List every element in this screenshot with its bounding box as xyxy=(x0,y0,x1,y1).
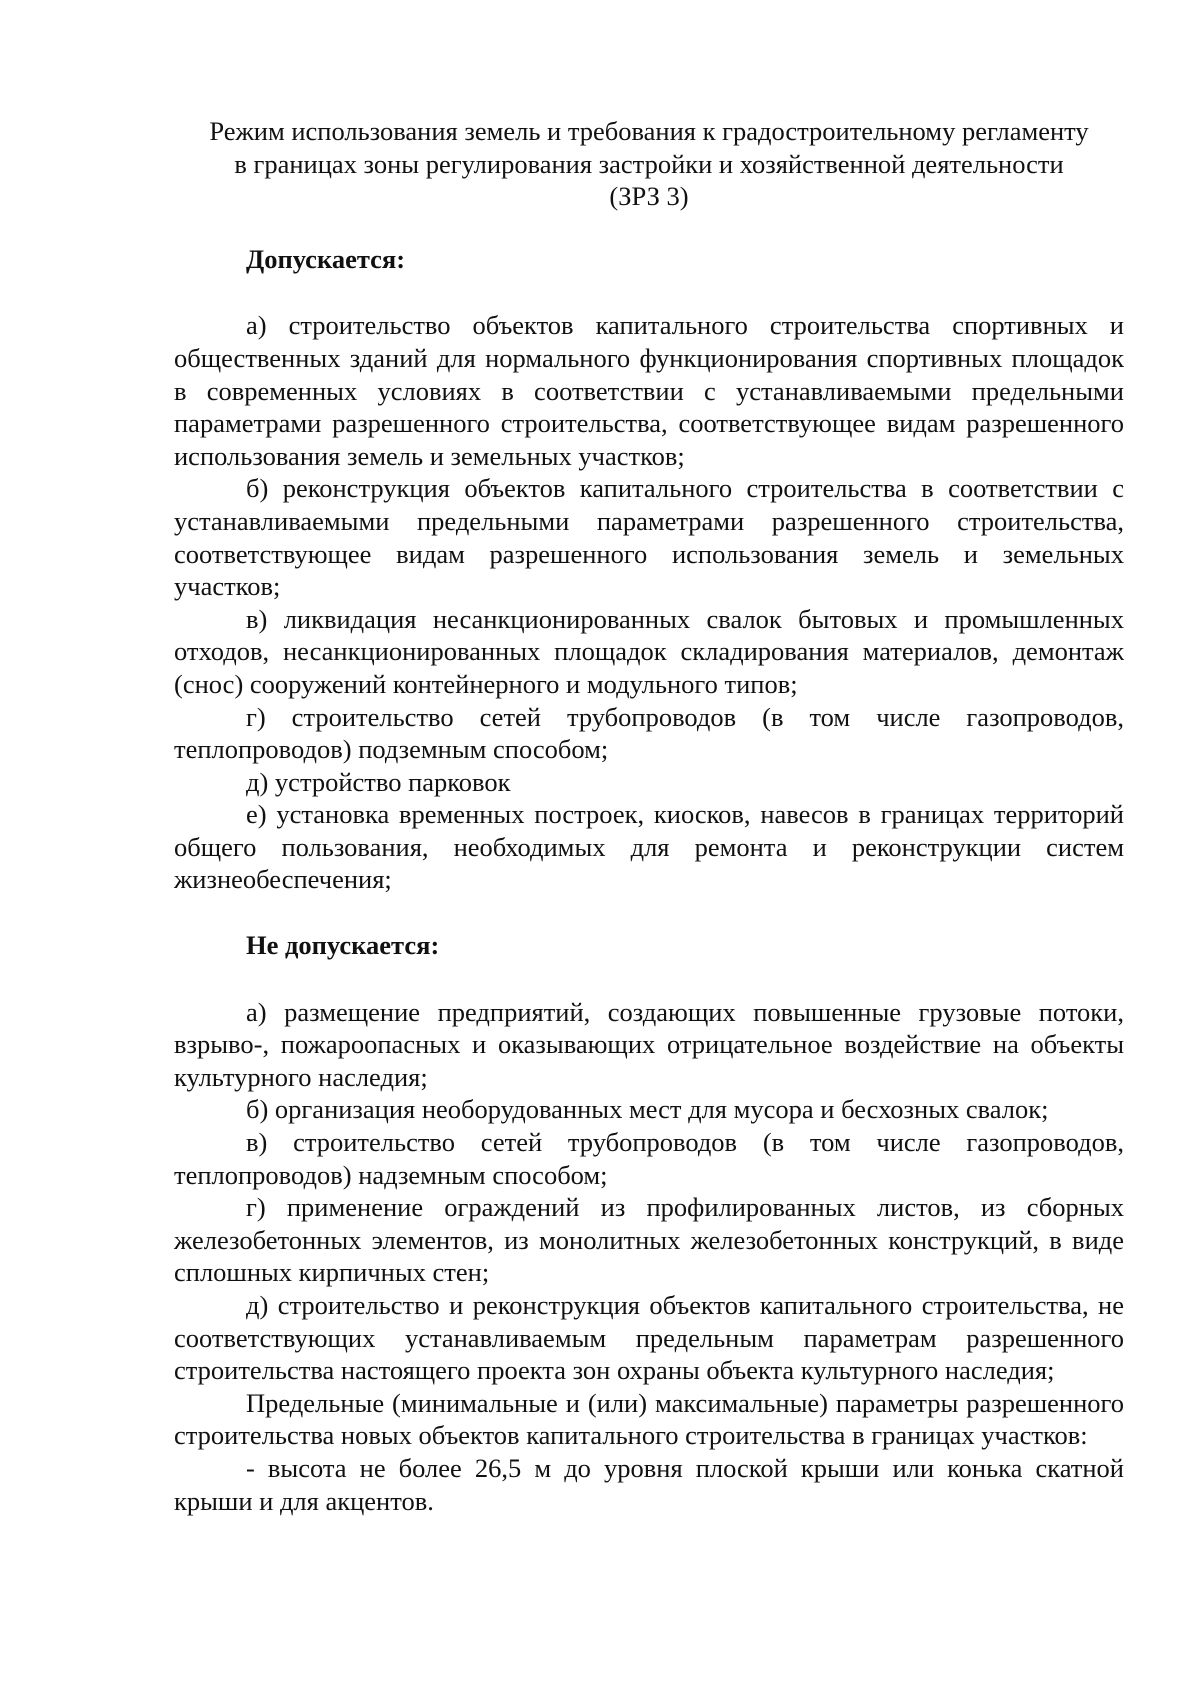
document-title xyxy=(174,115,1124,213)
allowed-item: е) установка временных построек, киосков, навесов в границах территорий общего пользования, необходимых для ремонта и реконструкции систем жизнеобеспечения; xyxy=(174,799,1124,895)
parameters-intro: Предельные (минимальные и (или) максимальные) параметры разрешенного строительства новых объектов капитального строительства в границах участков: xyxy=(174,1387,1124,1451)
forbidden-item: б) организация необорудованных мест для мусора и бесхозных свалок; xyxy=(246,1094,1049,1125)
allowed-item: а) строительство объектов капитального строительства спортивных и общественных зданий для нормального функционирования спортивных площадок в современных условиях в соответствии с устанавливаемыми предельными параметрами разрешенного строительства, соответствующее видам разрешенного использования земель и земельных участков; xyxy=(174,310,1124,471)
forbidden-item: д) строительство и реконструкция объектов капитального строительства, не соответствующих устанавливаемым предельным параметрам разрешенного строительства настоящего проекта зон охраны объекта культурного наследия; xyxy=(174,1290,1124,1386)
allowed-list xyxy=(174,309,1124,896)
forbidden-item: г) применение ограждений из профилированных листов, из сборных железобетонных элементов, из монолитных железобетонных конструкций, в виде сплошных кирпичных стен; xyxy=(174,1192,1124,1288)
forbidden-item: а) размещение предприятий, создающих повышенные грузовые потоки, взрыво-, пожароопасных и оказывающих отрицательное воздействие на объекты культурного наследия; xyxy=(174,996,1124,1092)
allowed-item: г) строительство сетей трубопроводов (в том числе газопроводов, теплопроводов) подземным способом; xyxy=(174,701,1124,765)
title-line: в границах зоны регулирования застройки и хозяйственной деятельности xyxy=(234,148,1064,179)
document-content xyxy=(174,115,1124,1517)
title-line: (ЗРЗ 3) xyxy=(609,181,689,212)
allowed-item: б) реконструкция объектов капитального строительства в соответствии с устанавливаемыми предельными параметрами разрешенного строительства, соответствующее видам разрешенного использования земель и земельных участков; xyxy=(174,473,1124,602)
forbidden-item: в) строительство сетей трубопроводов (в том числе газопроводов, теплопроводов) надземным способом; xyxy=(174,1127,1124,1190)
height-limit: - высота не более 26,5 м до уровня плоской крыши или конька скатной крыши и для акцентов. xyxy=(174,1452,1124,1516)
forbidden-list xyxy=(174,996,1124,1518)
allowed-item: д) устройство парковок xyxy=(246,766,511,797)
allowed-heading: Допускается: xyxy=(246,243,406,274)
allowed-item: в) ликвидация несанкционированных свалок бытовых и промышленных отходов, несанкционированных площадок складирования материалов, демонтаж (снос) сооружений контейнерного и модульного типов; xyxy=(174,603,1124,699)
forbidden-heading: Не допускается: xyxy=(246,930,440,961)
title-line: Режим использования земель и требования к градостроительному регламенту xyxy=(209,116,1089,146)
